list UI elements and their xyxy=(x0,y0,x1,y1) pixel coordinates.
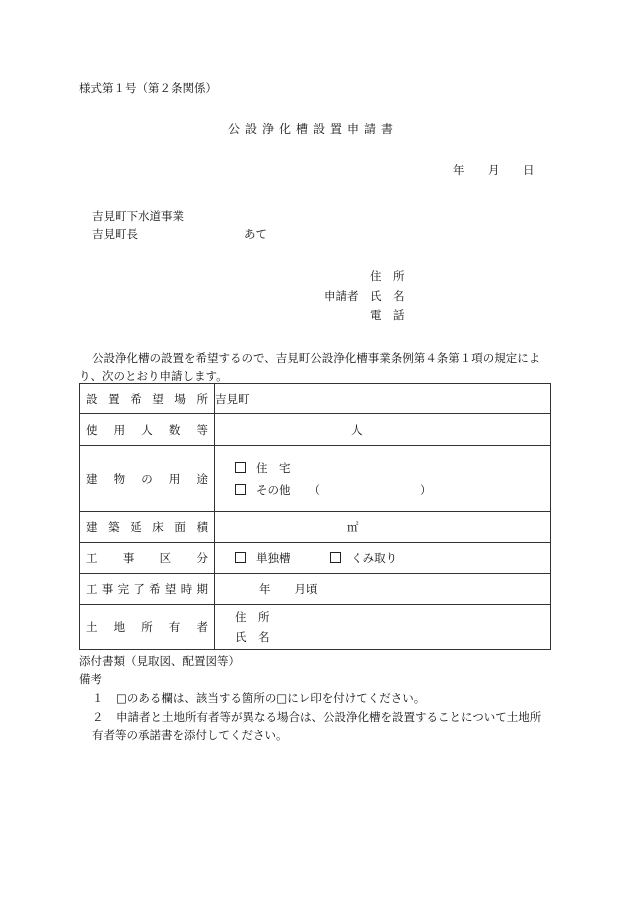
checkbox-pumping[interactable] xyxy=(330,552,341,563)
users-label: 使 用 人 数 等 xyxy=(86,422,208,437)
users-unit: 人 xyxy=(351,422,363,437)
floor-area-label: 建 築 延 床 面 積 xyxy=(86,520,208,534)
row-floor-area xyxy=(80,512,551,543)
other-paren-close: ） xyxy=(420,482,432,497)
attachments-note: 添付書類（見取図、配置図等） xyxy=(79,654,240,668)
completion-label: 工 事 完 了 希 望 時 期 xyxy=(86,582,208,596)
body-text-line2: り、次のとおり申請します。 xyxy=(79,369,228,383)
completion-year: 年 xyxy=(259,582,271,596)
applicant-address: 住 所 xyxy=(370,269,405,283)
applicant-name: 氏 名 xyxy=(370,289,405,303)
remark-1-number: １ xyxy=(92,691,104,705)
checkbox-single-tank[interactable] xyxy=(235,552,246,563)
row-usage xyxy=(80,446,551,512)
row-work-type xyxy=(80,543,551,574)
usage-label: 建 物 の 用 途 xyxy=(86,471,208,486)
addressee-suffix: あて xyxy=(244,227,267,241)
completion-value[interactable] xyxy=(215,574,551,605)
floor-area-value[interactable] xyxy=(215,512,551,543)
form-number: 様式第１号（第２条関係） xyxy=(79,81,217,95)
remarks-heading: 備考 xyxy=(79,672,102,686)
applicant-label: 申請者 xyxy=(324,289,359,303)
row-users xyxy=(80,414,551,446)
users-value[interactable] xyxy=(215,414,551,446)
location-label: 設 置 希 望 場 所 xyxy=(86,391,208,406)
application-table xyxy=(79,383,551,650)
floor-area-unit: ㎡ xyxy=(347,520,359,534)
addressee-line1: 吉見町下水道事業 xyxy=(92,209,184,223)
row-location xyxy=(80,384,551,414)
date-day: 日 xyxy=(523,163,535,177)
date-month: 月 xyxy=(488,163,500,177)
remark-2-line1: 申請者と土地所有者等が異なる場合は、公設浄化槽を設置することについて土地所 xyxy=(116,710,542,724)
work-type-label: 工 事 区 分 xyxy=(86,551,208,565)
row-completion xyxy=(80,574,551,605)
row-landowner xyxy=(80,605,551,650)
usage-option-residence[interactable]: 住 宅 xyxy=(235,457,550,479)
work-option-single[interactable]: 単独槽 xyxy=(235,551,291,565)
applicant-phone: 電 話 xyxy=(370,308,405,322)
remark-1: □のある欄は、該当する箇所の□にレ印を付けてください。 xyxy=(116,691,426,705)
work-option-pumping[interactable]: くみ取り xyxy=(330,551,397,565)
usage-option-other[interactable]: その他 （ ） xyxy=(235,479,550,501)
completion-month: 月頃 xyxy=(294,582,318,596)
location-value[interactable]: 吉見町 xyxy=(215,384,551,414)
date-year: 年 xyxy=(453,163,465,177)
landowner-label: 土 地 所 有 者 xyxy=(86,620,208,634)
checkbox-residence[interactable] xyxy=(235,462,246,473)
remark-2-line2: 有者等の承諾書を添付してください。 xyxy=(92,728,288,742)
remark-2-number: ２ xyxy=(92,710,104,724)
checkbox-other[interactable] xyxy=(235,484,246,495)
other-paren-open: （ xyxy=(308,482,320,497)
page-title: 公設浄化槽設置申請書 xyxy=(228,122,399,136)
body-text-line1: 公設浄化槽の設置を希望するので、吉見町公設浄化槽事業条例第４条第１項の規定によ xyxy=(92,351,541,365)
landowner-name[interactable]: 氏 名 xyxy=(235,630,270,644)
addressee-line2: 吉見町長 xyxy=(92,227,138,241)
landowner-address[interactable]: 住 所 xyxy=(235,610,270,624)
